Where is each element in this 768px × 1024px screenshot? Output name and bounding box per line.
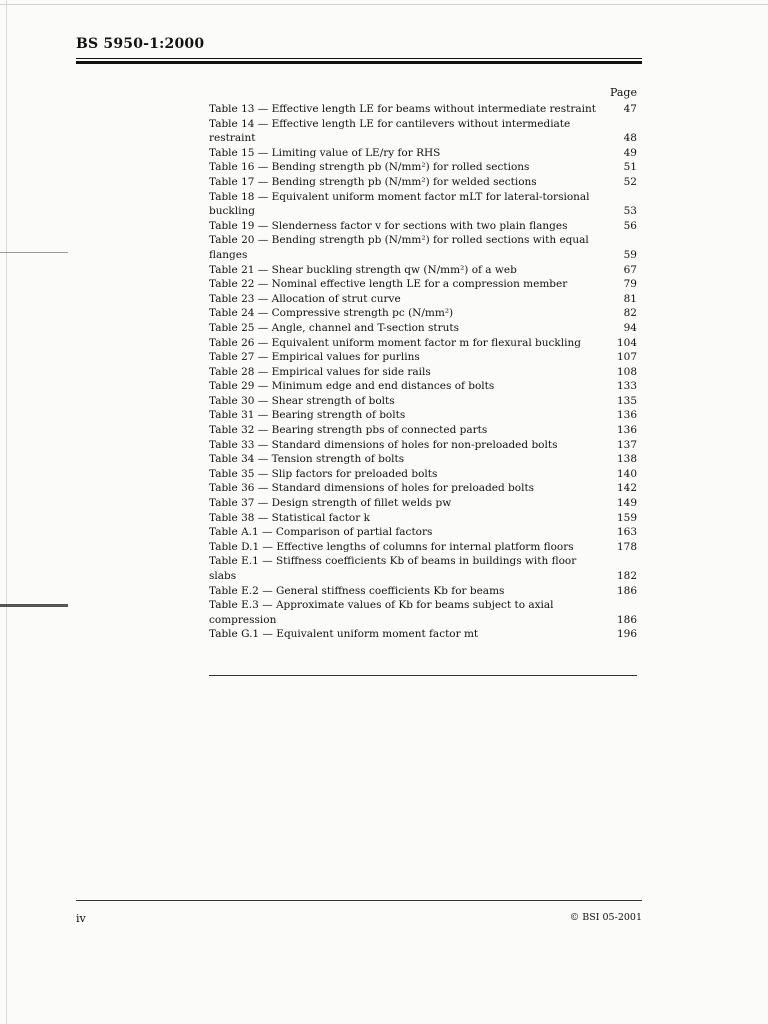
toc-entry[interactable] (209, 467, 637, 482)
toc-entry-page: 137 (616, 438, 637, 451)
toc-entry[interactable] (209, 408, 637, 423)
header-rule (76, 58, 642, 64)
toc-entry-title: Table 21 — Shear buckling strength qw (N/mm²) of a web (209, 263, 517, 276)
toc-entry-title: Table 29 — Minimum edge and end distances of bolts (209, 380, 495, 393)
toc-entry-title: Table 37 — Design strength of fillet welds pw (209, 497, 452, 510)
toc-entry-page: 136 (616, 409, 637, 422)
toc-entry-page: 149 (616, 497, 637, 510)
toc-entry-page: 104 (616, 336, 637, 349)
toc-entry-title: Table 18 — Equivalent uniform moment factor mLT for lateral-torsional buckling (209, 190, 590, 218)
toc-entry-page: 138 (616, 453, 637, 466)
copyright-notice: © BSI 05-2001 (569, 912, 642, 923)
standard-title: BS 5950-1:2000 (76, 36, 205, 52)
toc-entry-page: 52 (623, 175, 637, 188)
toc-entry-page: 107 (616, 351, 637, 364)
toc-entry-title: Table 26 — Equivalent uniform moment factor m for flexural buckling (209, 336, 581, 349)
toc-entry-page: 133 (616, 380, 637, 393)
toc-entry-page: 67 (623, 263, 637, 276)
toc-entry-title: Table A.1 — Comparison of partial factors (209, 526, 433, 539)
toc-entry-title: Table 38 — Statistical factor k (209, 511, 370, 524)
page-edge-left (6, 0, 7, 1024)
toc-entry-title: Table 19 — Slenderness factor v for sections with two plain flanges (209, 219, 568, 232)
toc-bottom-rule (209, 675, 637, 676)
toc-entry-page: 79 (623, 278, 637, 291)
toc-entry-page: 142 (616, 482, 637, 495)
toc-entry-page: 49 (623, 146, 637, 159)
toc-entry[interactable] (209, 117, 637, 146)
toc-entry-title: Table E.1 — Stiffness coefficients Kb of beams in buildings with floor slabs (209, 555, 577, 582)
toc-entry-title: Table 16 — Bending strength pb (N/mm²) for rolled sections (209, 161, 530, 174)
page-column-heading: Page (609, 86, 637, 99)
toc-entry-title: Table 33 — Standard dimensions of holes for non-preloaded bolts (209, 438, 558, 451)
toc-entry-title: Table 17 — Bending strength pb (N/mm²) for welded sections (209, 175, 537, 188)
toc-entry-page: 136 (616, 424, 637, 437)
toc-entry-page: 186 (616, 584, 637, 597)
toc-entry-page: 108 (616, 365, 637, 378)
toc-entry-title: Table E.2 — General stiffness coefficients Kb for beams (209, 584, 505, 597)
toc-entry-title: Table 36 — Standard dimensions of holes for preloaded bolts (209, 482, 535, 495)
toc-entry-page: 196 (616, 628, 637, 641)
toc-entry[interactable] (209, 554, 637, 583)
toc-entry[interactable] (209, 496, 637, 511)
toc-entry-page: 51 (623, 161, 637, 174)
toc-entry[interactable] (209, 511, 637, 526)
toc-entry-title: Table 30 — Shear strength of bolts (209, 394, 395, 407)
toc-entry[interactable] (209, 423, 637, 438)
toc-entry[interactable] (209, 292, 637, 307)
toc-entry[interactable] (209, 525, 637, 540)
toc-entry-title: Table 32 — Bearing strength pbs of connected parts (209, 424, 488, 437)
toc-entry[interactable] (209, 481, 637, 496)
toc-entry-title: Table 22 — Nominal effective length LE for a compression member (209, 278, 568, 291)
toc-entry-page: 182 (616, 570, 637, 582)
toc-entry-title: Table 20 — Bending strength pb (N/mm²) for rolled sections with equal flanges (209, 234, 589, 261)
toc-entry-page: 186 (616, 613, 637, 626)
toc-entry-title: Table D.1 — Effective lengths of columns for internal platform floors (209, 540, 574, 553)
toc-entry[interactable] (209, 233, 637, 262)
toc-entry[interactable] (209, 584, 637, 599)
toc-entry[interactable] (209, 263, 637, 278)
toc-entry[interactable] (209, 160, 637, 175)
toc-entry[interactable] (209, 306, 637, 321)
toc-entry-title: Table 14 — Effective length LE for cantilevers without intermediate restraint (209, 117, 571, 145)
margin-mark (0, 252, 68, 253)
toc-entry[interactable] (209, 190, 637, 219)
toc-entry[interactable] (209, 350, 637, 365)
toc-entry-page: 140 (616, 467, 637, 480)
margin-mark (0, 604, 68, 607)
toc-entry-title: Table G.1 — Equivalent uniform moment factor mt (209, 628, 479, 641)
toc-entry-title: Table 25 — Angle, channel and T-section struts (209, 321, 460, 334)
toc-entry-page: 82 (623, 307, 637, 320)
toc-entry[interactable] (209, 146, 637, 161)
toc-entry[interactable] (209, 452, 637, 467)
toc-entry[interactable] (209, 598, 637, 627)
toc-entry[interactable] (209, 394, 637, 409)
toc-entry[interactable] (209, 219, 637, 234)
toc-entry[interactable] (209, 321, 637, 336)
toc-entry[interactable] (209, 277, 637, 292)
toc-entry-title: Table 35 — Slip factors for preloaded bolts (209, 467, 438, 480)
table-of-tables (209, 102, 637, 642)
toc-entry-page: 94 (623, 321, 637, 334)
toc-entry-title: Table 15 — Limiting value of LE/ry for RHS (209, 146, 441, 159)
toc-entry-page: 135 (616, 394, 637, 407)
toc-entry[interactable] (209, 336, 637, 351)
toc-entry-page: 59 (623, 248, 637, 261)
toc-entry[interactable] (209, 365, 637, 380)
toc-entry-title: Table 23 — Allocation of strut curve (209, 292, 401, 305)
toc-entry-title: Table 24 — Compressive strength pc (N/mm²) (209, 307, 454, 320)
toc-entry[interactable] (209, 102, 637, 117)
toc-entry-page: 178 (616, 540, 637, 553)
toc-entry-page: 53 (623, 205, 637, 218)
toc-entry-page: 159 (616, 511, 637, 524)
toc-entry-page: 48 (623, 132, 637, 145)
page-edge-top (0, 4, 768, 5)
toc-entry-title: Table 34 — Tension strength of bolts (209, 453, 405, 466)
footer-rule (76, 900, 642, 901)
toc-entry-page: 56 (623, 219, 637, 232)
toc-entry-page: 47 (623, 103, 637, 115)
toc-entry-title: Table 13 — Effective length LE for beams without intermediate restraint (209, 103, 596, 115)
toc-entry[interactable] (209, 438, 637, 453)
toc-entry-title: Table E.3 — Approximate values of Kb for beams subject to axial compression (209, 599, 554, 626)
toc-entry-title: Table 28 — Empirical values for side rails (209, 365, 431, 378)
toc-entry-title: Table 27 — Empirical values for purlins (209, 351, 420, 364)
toc-entry[interactable] (209, 175, 637, 190)
page-number: iv (76, 912, 86, 925)
toc-entry-page: 163 (616, 526, 637, 539)
toc-entry-title: Table 31 — Bearing strength of bolts (209, 409, 406, 422)
toc-entry[interactable] (209, 379, 637, 394)
toc-entry[interactable] (209, 627, 637, 642)
toc-entry[interactable] (209, 540, 637, 555)
toc-entry-page: 81 (623, 292, 637, 305)
